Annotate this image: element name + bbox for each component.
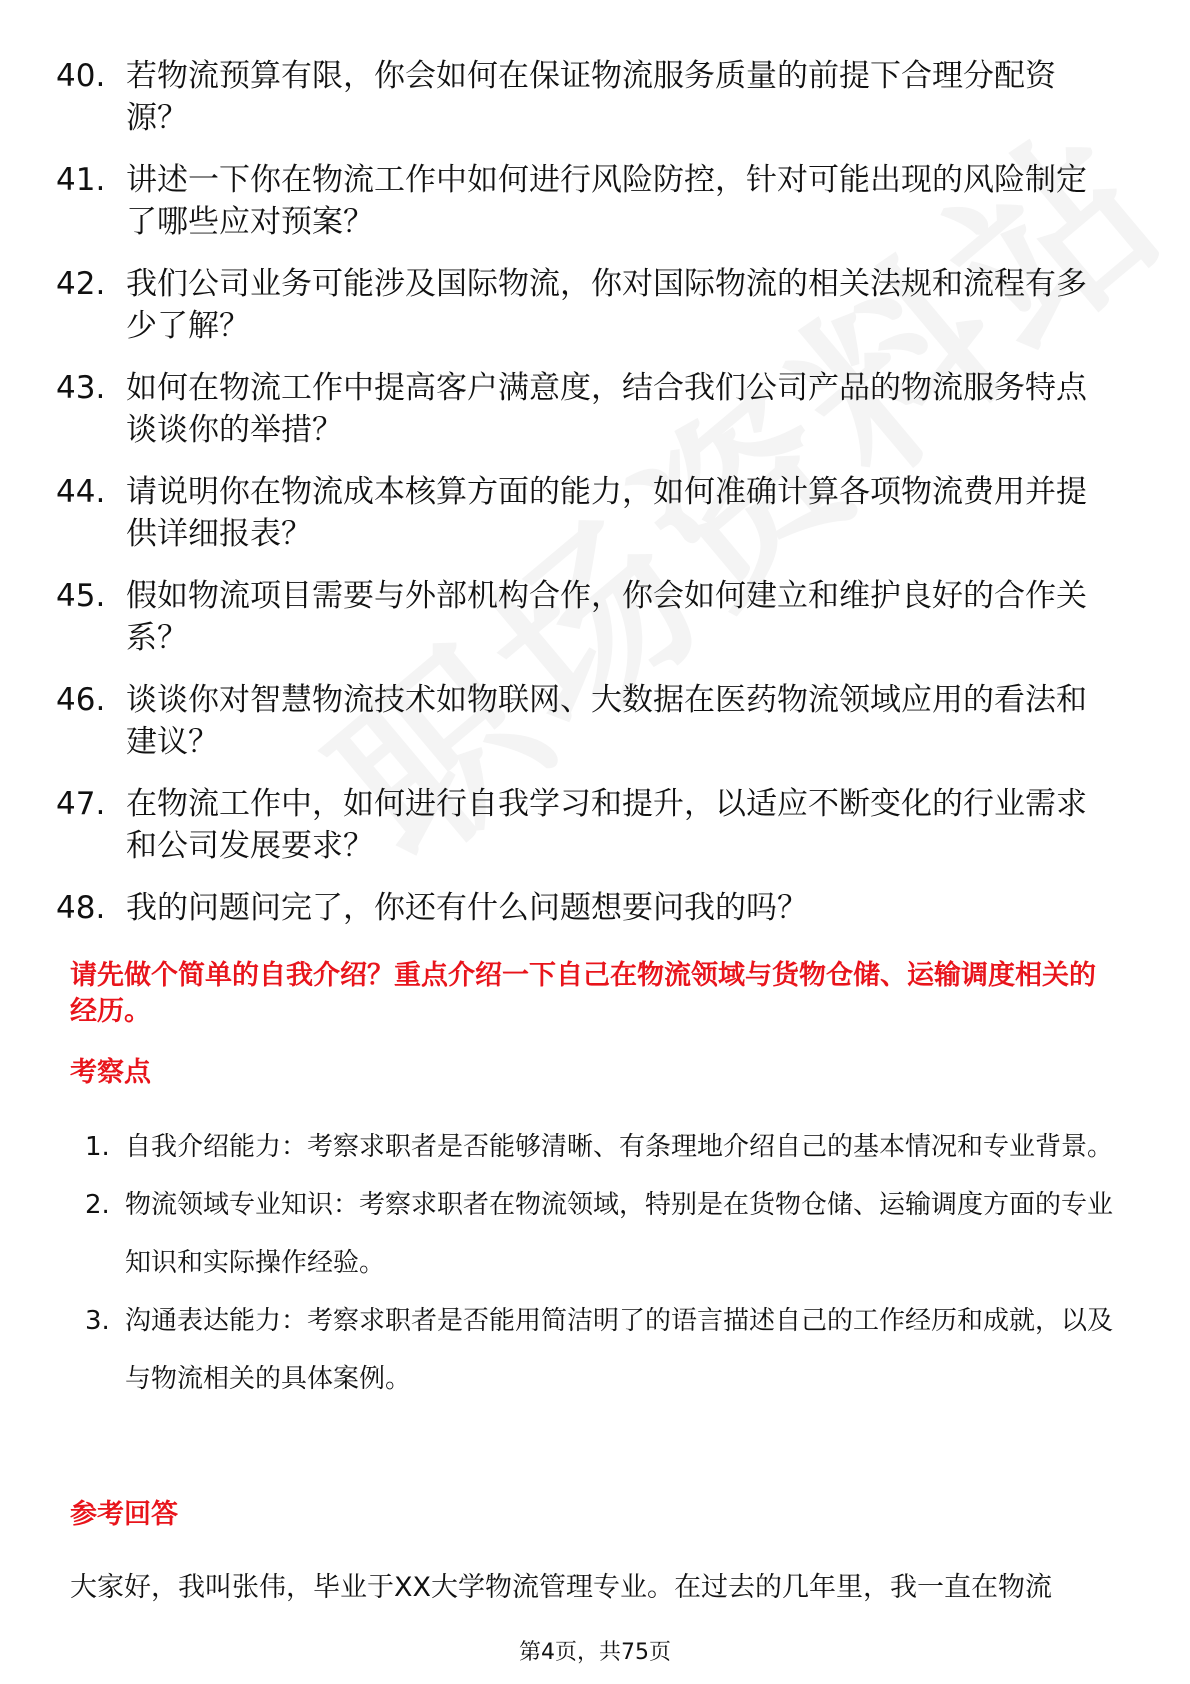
question-number: 40. [56,58,106,94]
question-text: 讲述一下你在物流工作中如何进行风险防控，针对可能出现的风险制定了哪些应对预案？ [126,162,1087,240]
list-item [56,783,1106,867]
question-text: 假如物流项目需要与外部机构合作，你会如何建立和维护良好的合作关系？ [126,578,1087,656]
page-footer: 第4页，共75页 [519,1640,671,1665]
question-text: 若物流预算有限，你会如何在保证物流服务质量的前提下合理分配资源？ [126,58,1056,136]
question-number: 41. [56,162,106,198]
list-item [56,575,1106,659]
kaochadian-heading: 考察点 [70,1057,151,1088]
list-item [56,887,1106,929]
question-text: 我的问题问完了，你还有什么问题想要问我的吗？ [126,890,808,926]
list-item [56,159,1106,243]
point-number: 1. [85,1132,110,1162]
point-text: 沟通表达能力：考察求职者是否能用简洁明了的语言描述自己的工作经历和成就，以及与物流相关的具体案例。 [125,1306,1114,1394]
main-question-heading: 请先做个简单的自我介绍？重点介绍一下自己在物流领域与货物仓储、运输调度相关的经历。 [70,960,1096,1027]
point-text: 自我介绍能力：考察求职者是否能够清晰、有条理地介绍自己的基本情况和专业背景。 [125,1132,1114,1162]
list-item [56,367,1106,451]
list-item [56,55,1106,139]
list-item [56,263,1106,347]
question-text: 如何在物流工作中提高客户满意度，结合我们公司产品的物流服务特点谈谈你的举措？ [126,370,1087,448]
question-text: 请说明你在物流成本核算方面的能力，如何准确计算各项物流费用并提供详细报表？ [126,474,1087,552]
question-number: 43. [56,370,106,406]
point-number: 2. [85,1190,110,1220]
list-item [85,1118,1115,1176]
point-text: 物流领域专业知识：考察求职者在物流领域，特别是在货物仓储、运输调度方面的专业知识和实际操作经验。 [125,1190,1114,1278]
question-number: 47. [56,786,106,822]
question-number: 46. [56,682,106,718]
list-item [85,1176,1115,1292]
question-number: 45. [56,578,106,614]
question-list [56,55,1106,949]
question-number: 44. [56,474,106,510]
question-text: 在物流工作中，如何进行自我学习和提升，以适应不断变化的行业需求和公司发展要求？ [126,786,1087,864]
reference-answer-text: 大家好，我叫张伟，毕业于XX大学物流管理专业。在过去的几年里，我一直在物流 [70,1572,1052,1603]
list-item [85,1292,1115,1408]
evaluation-points-list [85,1118,1115,1408]
question-number: 42. [56,266,106,302]
list-item [56,471,1106,555]
point-number: 3. [85,1306,110,1336]
question-number: 48. [56,890,106,926]
question-text: 谈谈你对智慧物流技术如物联网、大数据在医药物流领域应用的看法和建议？ [126,682,1087,760]
reference-answer-heading: 参考回答 [70,1499,178,1530]
list-item [56,679,1106,763]
question-text: 我们公司业务可能涉及国际物流，你对国际物流的相关法规和流程有多少了解？ [126,266,1087,344]
